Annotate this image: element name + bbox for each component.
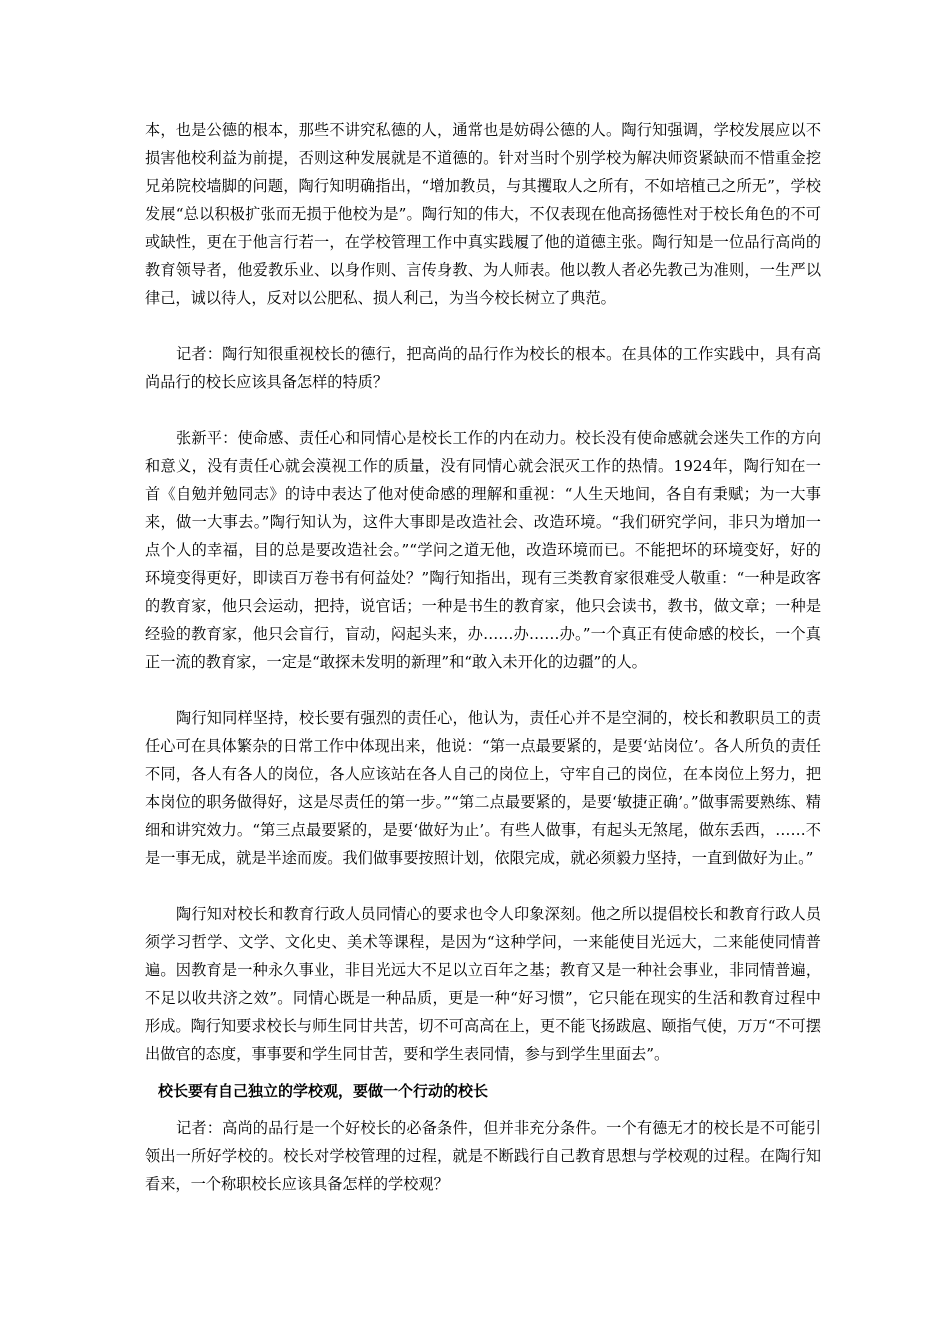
interviewer-question-1: 记者：陶行知很重视校长的德行，把高尚的品行作为校长的根本。在具体的工作实践中，具有高尚品行的校长应该具备怎样的特质？	[145, 345, 821, 391]
interviewee-answer-1: 张新平：使命感、责任心和同情心是校长工作的内在动力。校长没有使命感就会迷失工作的方向和意义，没有责任心就会漠视工作的质量，没有同情心就会泯灭工作的热情。1924年，陶行知在一首《自勉并勉同志》的诗中表达了他对使命感的理解和重视：“人生天地间，各自有秉赋；为一大事来，做一大事去。”陶行知认为，这件大事即是改造社会、改造环境。“我们研究学问，非只为增加一点个人的幸福，目的总是要改造社会。”“学问之道无他，改造环境而已。不能把坏的环境变好，好的环境变得更好，即读百万卷书有何益处？”陶行知指出，现有三类教育家很难受人敬重：“一种是政客的教育家，他只会运动，把持，说官话；一种是书生的教育家，他只会读书，教书，做文章；一种是经验的教育家，他只会盲行，盲动，闷起头来，办……办……办。”一个真正有使命感的校长，一个真正一流的教育家，一定是“敢探未发明的新理”和“敢入未开化的边疆”的人。	[145, 429, 821, 671]
body-paragraph-1: 本，也是公德的根本，那些不讲究私德的人，通常也是妨碍公德的人。陶行知强调，学校发展应以不损害他校利益为前提，否则这种发展就是不道德的。针对当时个别学校为解决师资紧缺而不惜重金挖兄弟院校墙脚的问题，陶行知明确指出，“增加教员，与其攫取人之所有，不如培植己之所无”，学校发展“总以积极扩张而无损于他校为是”。陶行知的伟大，不仅表现在他高扬德性对于校长角色的不可或缺性，更在于他言行若一，在学校管理工作中真实践履了他的道德主张。陶行知是一位品行高尚的教育领导者，他爱教乐业、以身作则、言传身教、为人师表。他以教人者必先教己为准则，一生严以律己，诚以待人，反对以公肥私、损人利己，为当今校长树立了典范。	[145, 121, 821, 307]
interviewer-question-2: 记者：高尚的品行是一个好校长的必备条件，但并非充分条件。一个有德无才的校长是不可能引领出一所好学校的。校长对学校管理的过程，就是不断践行自己教育思想与学校观的过程。在陶行知看来，一个称职校长应该具备怎样的学校观？	[145, 1119, 821, 1193]
section-heading: 校长要有自己独立的学校观，要做一个行动的校长	[158, 1082, 489, 1100]
document-page	[145, 116, 821, 1198]
body-paragraph-sympathy: 陶行知对校长和教育行政人员同情心的要求也令人印象深刻。他之所以提倡校长和教育行政人员须学习哲学、文学、文化史、美术等课程，是因为“这种学问，一来能使目光远大，二来能使同情普遍。因教育是一种永久事业，非目光远大不足以立百年之基；教育又是一种社会事业，非同情普遍，不足以收共济之效”。同情心既是一种品质，更是一种“好习惯”，它只能在现实的生活和教育过程中形成。陶行知要求校长与师生同甘共苦，切不可高高在上，更不能飞扬跋扈、颐指气使，万万“不可摆出做官的态度，事事要和学生同甘苦，要和学生表同情，参与到学生里面去”。	[145, 905, 822, 1063]
body-paragraph-responsibility: 陶行知同样坚持，校长要有强烈的责任心，他认为，责任心并不是空洞的，校长和教职员工的责任心可在具体繁杂的日常工作中体现出来，他说：“第一点最要紧的，是要‘站岗位’。各人所负的责任不同，各人有各人的岗位，各人应该站在各人自己的岗位上，守牢自己的岗位，在本岗位上努力，把本岗位的职务做得好，这是尽责任的第一步。”“第二点最要紧的，是要‘敏捷正确’。”做事需要熟练、精细和讲究效力。“第三点最要紧的，是要‘做好为止’。有些人做事，有起头无煞尾，做东丢西，……不是一事无成，就是半途而废。我们做事要按照计划，依限完成，就必须毅力坚持，一直到做好为止。”	[145, 709, 821, 867]
